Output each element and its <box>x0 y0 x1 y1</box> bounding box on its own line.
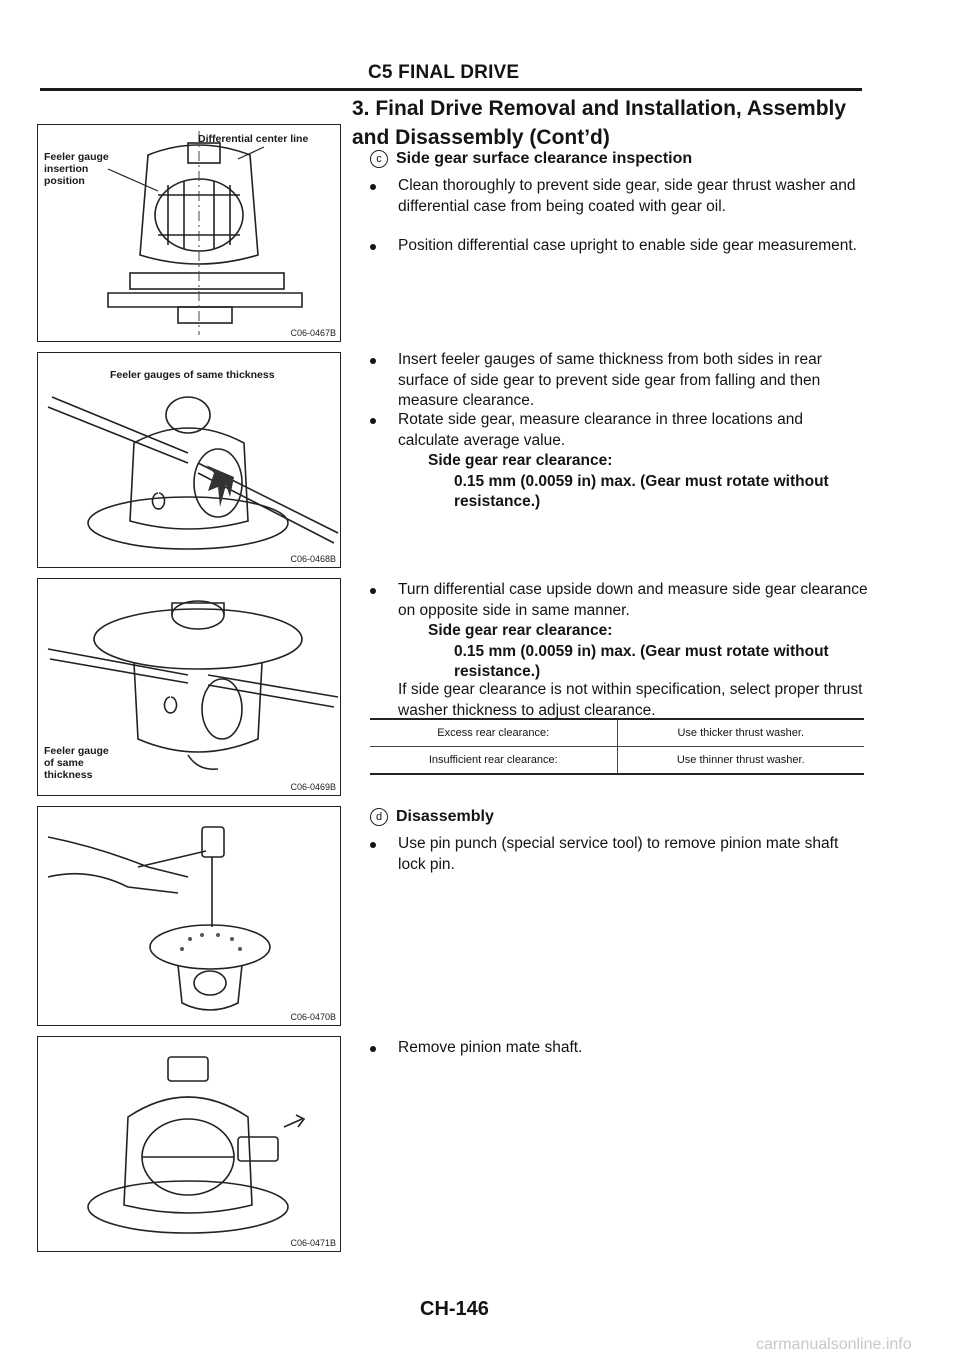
step-c-heading <box>370 150 692 168</box>
section-title: 3. Final Drive Removal and Installation, Assembly and Disassembly (Cont’d) <box>352 97 847 149</box>
figure-3 <box>37 578 341 796</box>
step-c-bullet-2: Position differential case upright to enable side gear measurement. <box>368 236 868 257</box>
step-c-followup: If side gear clearance is not within specification, select proper thrust washer thickness to adjust clearance. <box>398 681 863 719</box>
spec-title-1: Side gear rear clearance: <box>428 452 613 469</box>
table-cell-action: Use thinner thrust washer. <box>617 747 864 775</box>
step-c-bullet-5 <box>368 580 868 683</box>
clearance-table <box>370 718 864 775</box>
table-cell-condition: Insufficient rear clearance: <box>370 747 617 775</box>
step-c-bullet-5-text: Turn differential case upside down and measure side gear clearance on opposite side in same manner. <box>398 581 868 619</box>
pin-punch-removal-illustration <box>38 807 341 1026</box>
table-row <box>370 719 864 747</box>
step-c-bullet-4-text: Rotate side gear, measure clearance in three locations and calculate average value. <box>398 411 803 449</box>
figure-1-label-center-line: Differential center line <box>198 133 309 145</box>
step-d-marker: d <box>370 808 388 826</box>
figure-4-code: C06-0470B <box>290 1012 336 1022</box>
step-c-bullet-4 <box>368 410 868 513</box>
step-c-bullet-1: Clean thoroughly to prevent side gear, side gear thrust washer and differential case from being coated with gear oil. <box>368 176 868 217</box>
table-cell-condition: Excess rear clearance: <box>370 719 617 747</box>
spec-value-1: 0.15 mm (0.0059 in) max. (Gear must rotate without resistance.) <box>454 472 829 510</box>
step-d-heading <box>370 808 494 826</box>
step-d-title: Disassembly <box>396 808 494 825</box>
figure-3-label: Feeler gauge of same thickness <box>44 745 109 781</box>
watermark: carmanualsonline.info <box>756 1336 912 1353</box>
step-c-title: Side gear surface clearance inspection <box>396 150 693 167</box>
figure-4 <box>37 806 341 1026</box>
figure-2 <box>37 352 341 568</box>
step-d-bullet-1: Use pin punch (special service tool) to remove pinion mate shaft lock pin. <box>368 834 868 875</box>
spec-value-2: 0.15 mm (0.0059 in) max. (Gear must rotate without resistance.) <box>454 642 829 680</box>
figure-1-code: C06-0467B <box>290 328 336 338</box>
figure-2-label: Feeler gauges of same thickness <box>110 369 275 381</box>
figure-5 <box>37 1036 341 1252</box>
step-c-marker: c <box>370 150 388 168</box>
table-cell-action: Use thicker thrust washer. <box>617 719 864 747</box>
header-rule <box>40 88 862 91</box>
table-row <box>370 747 864 775</box>
step-c-bullet-3: Insert feeler gauges of same thickness from both sides in rear surface of side gear to prevent side gear from falling and then measure clearance. <box>368 350 868 412</box>
figure-1-label-insertion: Feeler gauge insertion position <box>44 151 109 187</box>
page-number: CH-146 <box>420 1298 489 1320</box>
figure-5-code: C06-0471B <box>290 1238 336 1248</box>
figure-2-code: C06-0468B <box>290 554 336 564</box>
pinion-shaft-removal-illustration <box>38 1037 341 1252</box>
step-d-bullet-2: Remove pinion mate shaft. <box>368 1038 868 1059</box>
spec-title-2: Side gear rear clearance: <box>428 622 613 639</box>
figure-3-code: C06-0469B <box>290 782 336 792</box>
page-header-title: C5 FINAL DRIVE <box>368 62 520 83</box>
figure-1 <box>37 124 341 342</box>
feeler-gauge-insertion-illustration <box>38 353 341 568</box>
